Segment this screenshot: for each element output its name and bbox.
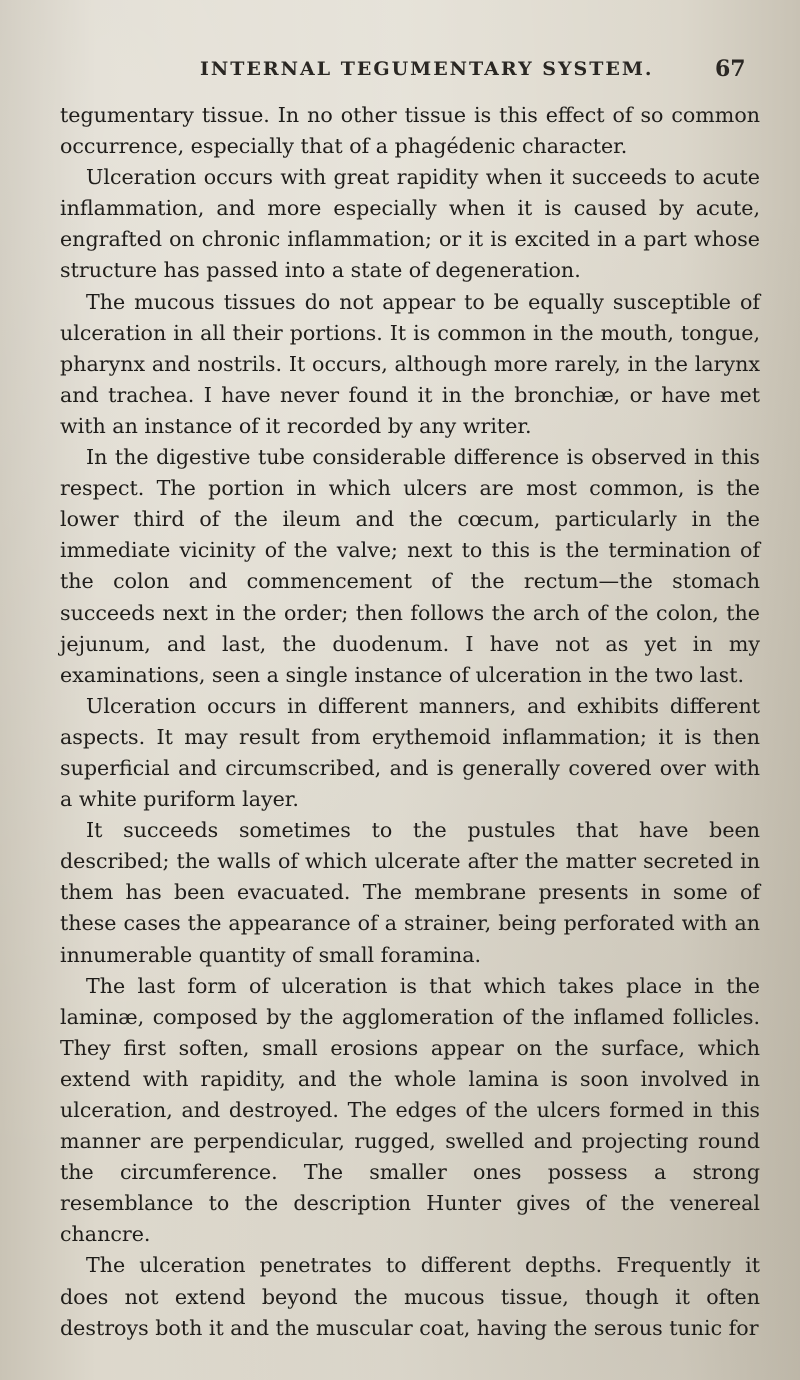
paragraph-8: The ulceration penetrates to different depths. Frequently it does not extend beyond the mucous tissue, though it often destroys both it and the muscular coat, having the serous tunic for <box>60 1253 760 1340</box>
page-number: 67 <box>715 56 746 82</box>
body-text <box>60 100 760 1344</box>
paragraph-3: The mucous tissues do not appear to be equally susceptible of ulceration in all their portions. It is common in the mouth, tongue, pharynx and nostrils. It occurs, although more rarely, in the larynx and trachea. I have never found it in the bronchiæ, or have met with an instance of it recorded by any writer. <box>60 289 760 438</box>
paragraph-2: Ulceration occurs with great rapidity when it succeeds to acute inflammation, and more especially when it is caused by acute, engrafted on chronic inflammation; or it is excited in a part whose structure has passed into a state of degeneration. <box>60 165 760 283</box>
paragraph-6: It succeeds sometimes to the pustules that have been described; the walls of which ulcerate after the matter secreted in them has been evacuated. The membrane presents in some of these cases the appearance of a strainer, being perforated with an innumerable quantity of small foramina. <box>60 818 760 967</box>
paragraph-1: tegumentary tissue. In no other tissue is this effect of so common occurrence, especially that of a phagédenic character. <box>60 103 760 159</box>
paragraph-5: Ulceration occurs in different manners, and exhibits different aspects. It may result from erythemoid inflammation; it is then superficial and circumscribed, and is generally covered over with a white puriform layer. <box>60 693 760 812</box>
running-head: INTERNAL TEGUMENTARY SYSTEM. <box>200 58 654 80</box>
paragraph-4: In the digestive tube considerable difference is observed in this respect. The portion in which ulcers are most common, is the lower third of the ileum and the cœcum, particularly in the immediate vicinity of the valve; next to this is the termination of the colon and commencement of the rectum—the stomach succeeds next in the order; then follows the arch of the colon, the jejunum, and last, the duodenum. I have not as yet in my examinations, seen a single instance of ulceration in the two last. <box>60 445 760 687</box>
paragraph-7: The last form of ulceration is that which takes place in the laminæ, composed by the agglomeration of the inflamed follicles. They first soften, small erosions appear on the surface, which extend with rapidity, and the whole lamina is soon involved in ulceration, and destroyed. The edges of the ulcers formed in this manner are perpendicular, rugged, swelled and projecting round the circumference. The smaller ones possess a strong resemblance to the description Hunter gives of the venereal chancre. <box>60 973 760 1247</box>
